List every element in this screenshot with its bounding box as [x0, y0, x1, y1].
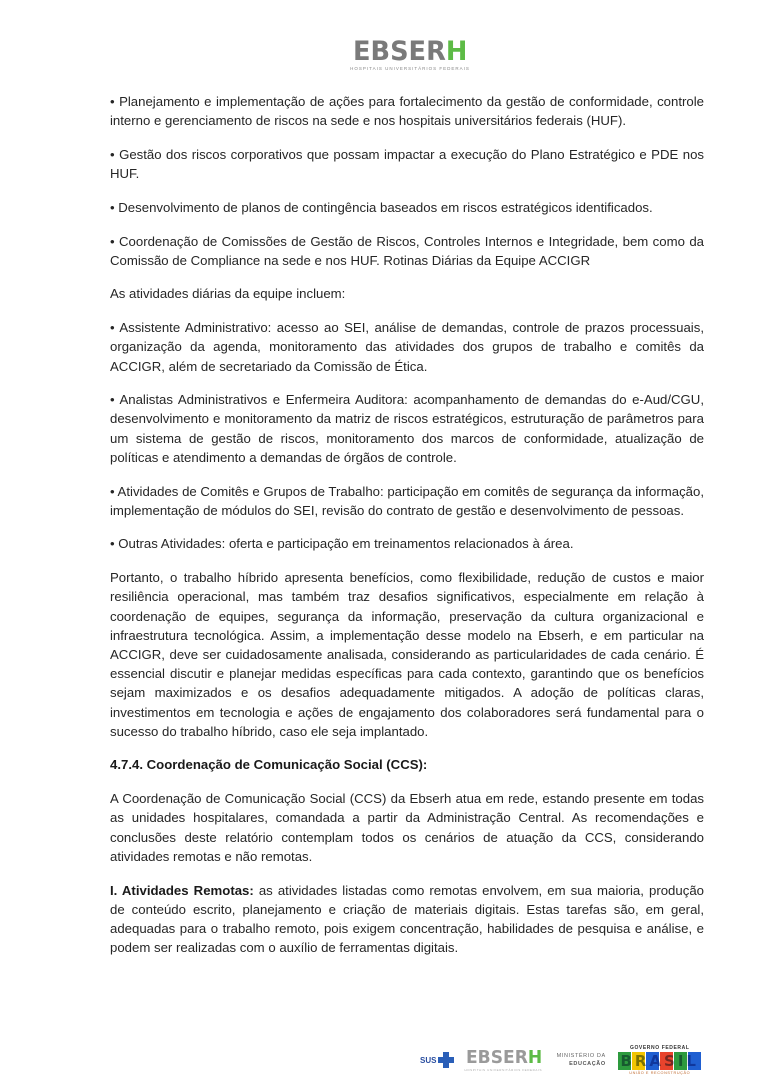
logo-subtitle: HOSPITAIS UNIVERSITÁRIOS FEDERAIS — [350, 66, 470, 71]
mec-line1: MINISTÉRIO DA — [556, 1053, 606, 1059]
paragraph-bullet-comissoes: • Coordenação de Comissões de Gestão de Riscos, Controles Internos e Integridade, bem como da Comissão de Compliance na sede e nos HUF. Rotinas Diárias da Equipe ACCIGR — [110, 233, 704, 268]
mec-line2: EDUCAÇÃO — [569, 1061, 606, 1067]
paragraph-bullet-analistas: • Analistas Administrativos e Enfermeira Auditora: acompanhamento de demandas do e-Aud/CGU, desenvolvimento e monitoramento da matriz de riscos estratégicos, estruturação de parâmetros para um sistema de gestão de riscos, monitoramento dos marcos de conformidade, atualização de políticas e atendimento a demandas de órgãos de controle. — [110, 392, 704, 465]
paragraph-bullet-comites: • Atividades de Comitês e Grupos de Trabalho: participação em comitês de segurança da informação, implementação de módulos do SEI, revisão do contrato de gestão e desenvolvimento de pessoas. — [110, 483, 704, 518]
sus-cross-icon — [438, 1052, 454, 1068]
logo-letter-h: H — [528, 1046, 543, 1068]
gov-top-text: GOVERNO FEDERAL — [629, 1045, 690, 1051]
brasil-wordmark-text: BRASIL — [620, 1052, 699, 1070]
footer-ebserh-logo — [464, 1046, 544, 1072]
paragraph-atividades-remotas — [110, 881, 704, 958]
paragraph-conclusao-hibrido: Portanto, o trabalho híbrido apresenta benefícios, como flexibilidade, redução de custos e maior resiliência operacional, mas também traz desafios significativos, especialmente em relação à coordenação de equipes, segurança da informação, preservação da cultura organizacional e infraestrutura tecnológica. Assim, a implementação desse modelo na Ebserh, e em particular na ACCIGR, deve ser cuidadosamente analisada, considerando as particularidades de cada cenário. É essencial discutir e planejar medidas específicas para cada contexto, garantindo que os benefícios sejam maximizados e os desafios adequadamente mitigados. A adoção de políticas claras, investimentos em tecnologia e ações de engajamento dos colaboradores será fundamental para o sucesso do trabalho híbrido, caso ele seja implantado. — [110, 570, 704, 739]
sus-text: SUS — [420, 1055, 437, 1065]
gov-bottom-text: UNIÃO E RECONSTRUÇÃO — [629, 1071, 691, 1075]
footer-logos — [420, 1040, 710, 1080]
paragraph-atividades-diarias: As atividades diárias da equipe incluem: — [110, 286, 346, 302]
footer-ebserh-subtitle: HOSPITAIS UNIVERSITÁRIOS FEDERAIS — [464, 1067, 543, 1072]
footer-ebserh-wordmark: EBSERH — [466, 1046, 543, 1068]
logo-text: EBSERH — [353, 36, 468, 67]
document-body — [110, 92, 704, 972]
ebserh-logo-wordmark — [353, 38, 467, 65]
paragraph-bullet-outras: • Outras Atividades: oferta e participação em treinamentos relacionados à área. — [110, 536, 574, 552]
header-ebserh-logo — [350, 38, 470, 71]
paragraph-bullet-conformidade: • Planejamento e implementação de ações para fortalecimento da gestão de conformidade, controle interno e gerenciamento de riscos na sede e nos hospitais universitários federais (HUF). — [110, 94, 704, 129]
governo-federal-logo — [618, 1045, 702, 1075]
remote-text: as atividades listadas como remotas envolvem, em sua maioria, produção de conteúdo escrito, planejamento e criação de materiais digitais. Estas tarefas são, em geral, adequadas para o trabalho remoto, pois exigem concentração, habilidades de pesquisa e análise, e podem ser realizadas com o auxílio de ferramentas digitais. — [110, 882, 704, 956]
paragraph-bullet-contingencia: • Desenvolvimento de planos de contingência baseados em riscos estratégicos identificados. — [110, 199, 653, 215]
mec-logo — [557, 1052, 606, 1068]
brasil-wordmark-graphic — [618, 1052, 702, 1070]
sus-logo — [420, 1052, 454, 1068]
paragraph-bullet-assistente: • Assistente Administrativo: acesso ao SEI, análise de demandas, controle de prazos processuais, organização da agenda, monitoramento das atividades dos grupos de trabalho e comitês da ACCIGR, além de secretariado da Comissão de Ética. — [110, 320, 704, 374]
remote-label: I. Atividades Remotas: — [110, 882, 254, 898]
paragraph-bullet-riscos-corporativos: • Gestão dos riscos corporativos que possam impactar a execução do Plano Estratégico e PDE nos HUF. — [110, 146, 704, 182]
section-heading: 4.7.4. Coordenação de Comunicação Social (CCS): — [110, 757, 428, 773]
logo-letter-h: H — [445, 36, 468, 67]
paragraph-ccs-intro: A Coordenação de Comunicação Social (CCS) da Ebserh atua em rede, estando presente em todas as unidades hospitalares, comandada a partir da Administração Central. As recomendações e conclusões deste relatório contemplam todos os cenários de atuação da CCS, considerando atividades remotas e não remotas. — [110, 791, 704, 864]
